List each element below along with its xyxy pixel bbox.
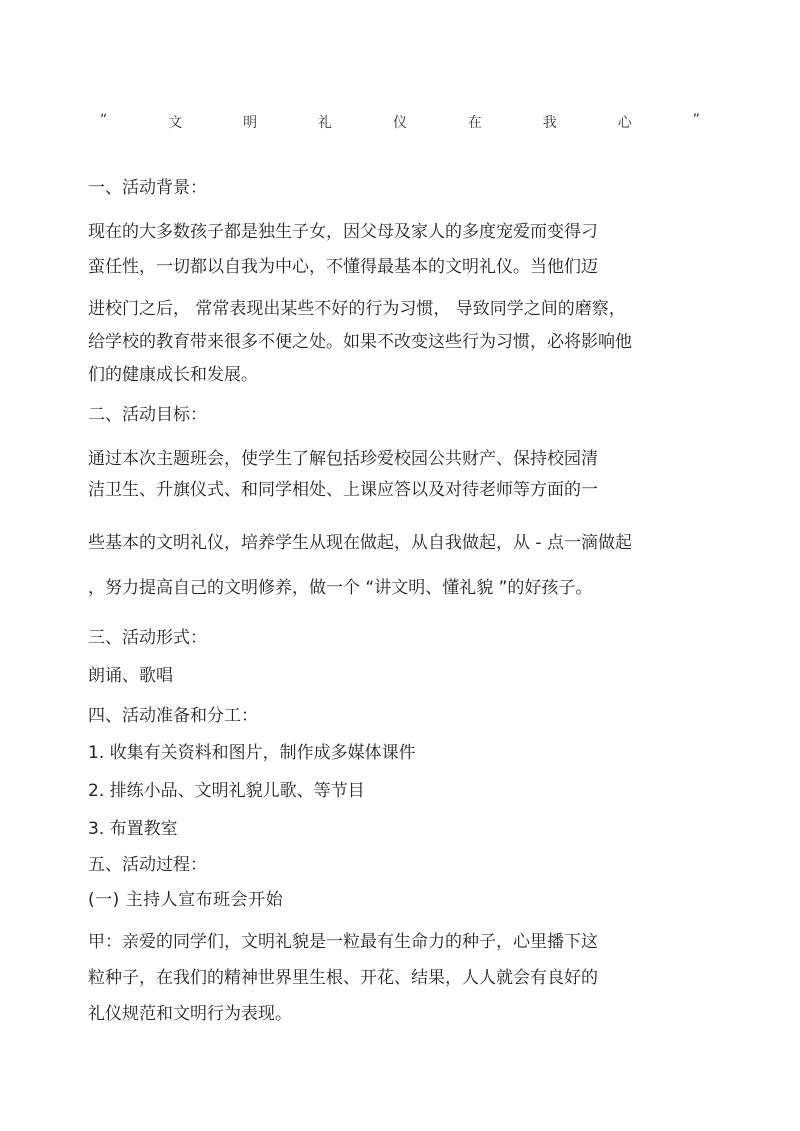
title-char: 我 <box>542 115 557 131</box>
prep-item: 2. 排练小品、文明礼貌儿歌、等节目 <box>88 781 365 801</box>
title-char: 文 <box>168 115 183 131</box>
process-line: 礼仪规范和文明行为表现。 <box>88 1004 292 1024</box>
background-line: 给学校的教育带来很多不便之处。如果不改变这些行为习惯，必将影响他 <box>88 332 632 352</box>
goal-line: ，努力提高自己的文明修养，做一个 “讲文明、懂礼貌 ”的好孩子。 <box>88 578 593 598</box>
goal-heading: 二、活动目标： <box>88 405 207 425</box>
process-line: 甲：亲爱的同学们，文明礼貌是一粒最有生命力的种子，心里播下这 <box>88 932 598 952</box>
title-char: 仪 <box>392 115 407 131</box>
title-char: 明 <box>243 115 258 131</box>
form-text: 朗诵、歌唱 <box>88 666 173 686</box>
prep-item: 1. 收集有关资料和图片，制作成多媒体课件 <box>88 743 416 763</box>
process-heading: 五、活动过程： <box>88 855 207 875</box>
background-line: 现在的大多数孩子都是独生子女，因父母及家人的多度宠爱而变得刁 <box>88 222 598 242</box>
prep-item: 3. 布置教室 <box>88 819 178 839</box>
background-line: 进校门之后， 常常表现出某些不好的行为习惯， 导致同学之间的磨察， <box>88 299 626 319</box>
title-char: 心 <box>617 115 632 131</box>
background-heading: 一、活动背景： <box>88 178 207 198</box>
process-line: 粒种子，在我们的精神世界里生根、开花、结果，人人就会有良好的 <box>88 968 598 988</box>
process-subheading: (一) 主持人宣布班会开始 <box>88 890 284 910</box>
background-line: 蛮任性，一切都以自我为中心，不懂得最基本的文明礼仪。当他们迈 <box>88 257 598 277</box>
form-heading: 三、活动形式： <box>88 628 207 648</box>
goal-line: 洁卫生、升旗仪式、和同学相处、上课应答以及对待老师等方面的一 <box>88 480 598 500</box>
title-char: “ <box>100 112 108 128</box>
goal-line: 通过本次主题班会，使学生了解包括珍爱校园公共财产、保持校园清 <box>88 449 598 469</box>
background-line: 们的健康成长和发展。 <box>88 365 258 385</box>
goal-line: 些基本的文明礼仪，培养学生从现在做起，从自我做起，从 - 点一滴做起 <box>88 533 632 553</box>
title-char: ” <box>692 112 700 128</box>
title-char: 在 <box>467 115 482 131</box>
prep-heading: 四、活动准备和分工： <box>88 706 258 726</box>
title-char: 礼 <box>318 115 333 131</box>
document-title <box>100 112 700 132</box>
